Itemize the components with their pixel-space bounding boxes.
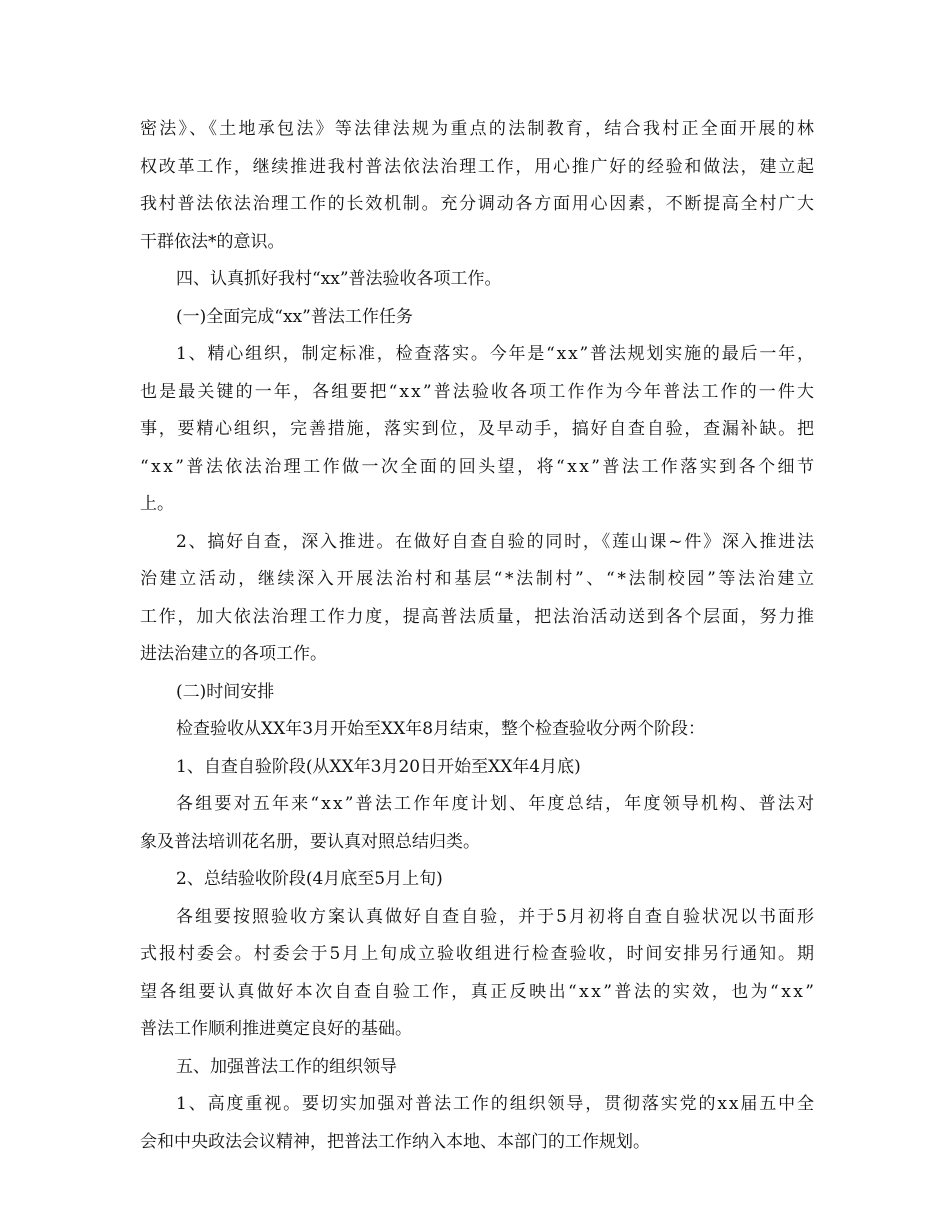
text-line-content: “xx”普法依法治理工作做一次全面的回头望，将“xx”普法工作落实到各个细节 bbox=[140, 456, 817, 477]
text-line-content: 各组要按照验收方案认真做好自查自验，并于5月初将自查自验状况以书面形 bbox=[176, 906, 816, 927]
text-line-content: 权改革工作，继续推进我村普法依法治理工作，用心推广好的经验和做法，建立起 bbox=[140, 156, 816, 177]
text-line-content: 进法治建立的各项工作。 bbox=[140, 644, 327, 664]
text-line-content: 工作，加大依法治理工作力度，提高普法质量，把法治活动送到各个层面，努力推 bbox=[140, 606, 816, 627]
text-line-content: 干群依法*的意识。 bbox=[140, 231, 285, 252]
text-line-content: 五、加强普法工作的组织领导 bbox=[176, 1056, 397, 1077]
text-line-content: 普法工作顺利推进奠定良好的基础。 bbox=[140, 1019, 412, 1039]
text-line-content: 式报村委会。村委会于5月上旬成立验收组进行检查验收，时间安排另行通知。期 bbox=[140, 944, 816, 964]
text-line-content: 我村普法依法治理工作的长效机制。充分调动各方面用心因素，不断提高全村广大 bbox=[140, 194, 816, 214]
text-line-content: 上。 bbox=[140, 494, 174, 514]
text-line-content: (二)时间安排 bbox=[176, 681, 275, 702]
text-line-content: 2、总结验收阶段(4月底至5月上旬) bbox=[176, 869, 443, 889]
text-line-content: 四、认真抓好我村“xx”普法验收各项工作。 bbox=[176, 269, 502, 289]
text-line-content: 也是最关键的一年，各组要把“xx”普法验收各项工作作为今年普法工作的一件大 bbox=[140, 381, 817, 402]
text-line-content: 1、精心组织，制定标准，检查落实。今年是“xx”普法规划实施的最后一年， bbox=[176, 344, 816, 364]
text-line-content: 1、高度重视。要切实加强对普法工作的组织领导，贯彻落实党的xx届五中全 bbox=[176, 1094, 816, 1114]
text-line-content: 密法》、《土地承包法》等法律法规为重点的法制教育，结合我村正全面开展的林 bbox=[140, 119, 817, 139]
text-line-content: 会和中央政法会议精神，把普法工作纳入本地、本部门的工作规划。 bbox=[140, 1131, 650, 1152]
text-line-content: 各组要对五年来“xx”普法工作年度计划、年度总结，年度领导机构、普法对 bbox=[176, 794, 817, 814]
text-line-content: 事，要精心组织，完善措施，落实到位，及早动手，搞好自查自验，查漏补缺。把 bbox=[140, 419, 816, 439]
text-line-content: 2、搞好自查，深入推进。在做好自查自验的同时，《莲山课~件》深入推进法 bbox=[176, 531, 816, 552]
text-line-content: 治建立活动，继续深入开展法治村和基层“*法制村”、“*法制校园”等法治建立 bbox=[140, 569, 817, 589]
text-line-content: 望各组要认真做好本次自查自验工作，真正反映出“xx”普法的实效，也为“xx” bbox=[140, 981, 817, 1002]
text-line-content: (一)全面完成“xx”普法工作任务 bbox=[176, 306, 413, 327]
text-line-content: 检查验收从XX年3月开始至XX年8月结束，整个检查验收分两个阶段： bbox=[176, 719, 706, 739]
text-line-content: 1、自查自验阶段(从XX年3月20日开始至XX年4月底) bbox=[176, 756, 581, 777]
text-line-content: 象及普法培训花名册，要认真对照总结归类。 bbox=[140, 831, 480, 852]
